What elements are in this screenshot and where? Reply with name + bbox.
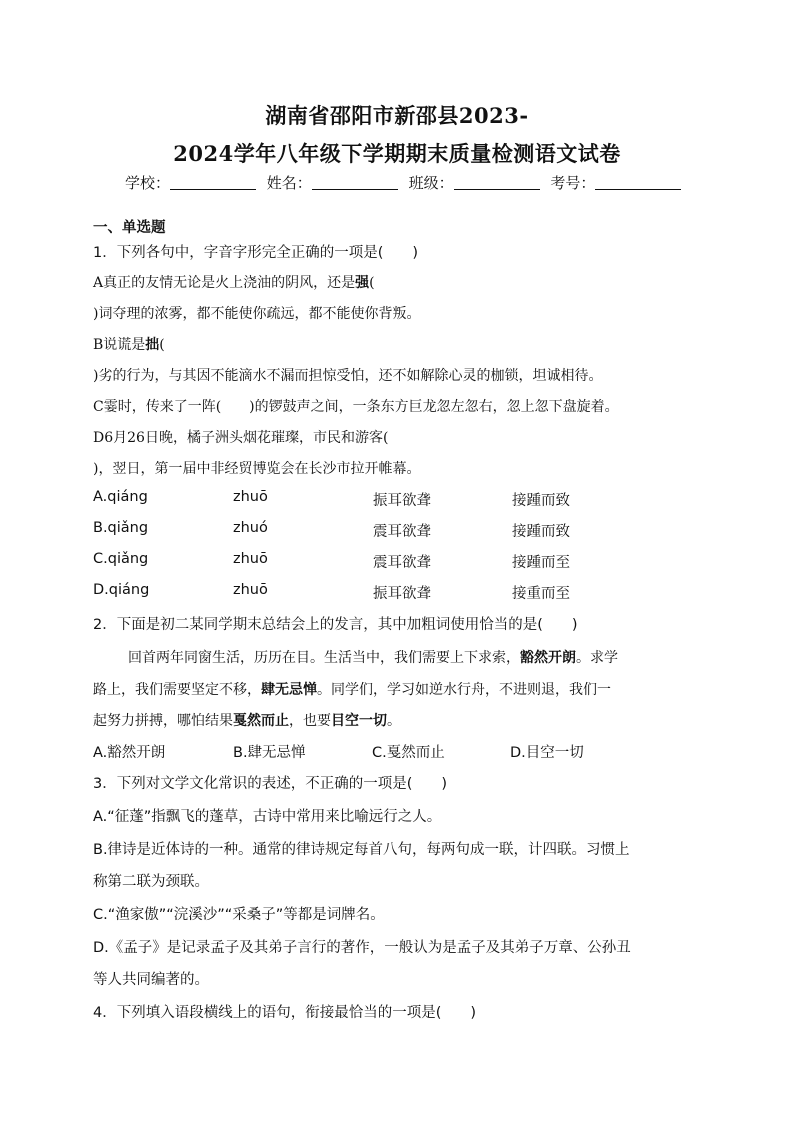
question-3-option-a[interactable]: A.“征蓬”指飘飞的蓬草，古诗中常用来比喻远行之人。 — [93, 809, 442, 825]
question-4-stem: 4．下列填入语段横线上的语句，衔接最恰当的一项是( ) — [93, 1005, 477, 1021]
option-word-2: 接踵而至 — [512, 555, 570, 571]
name-blank[interactable] — [312, 175, 398, 190]
student-info-fields — [125, 172, 685, 193]
option-pinyin-1: C.qiǎng — [93, 551, 149, 567]
question-1-option-c[interactable] — [93, 551, 713, 571]
option-word-1: 振耳欲聋 — [373, 493, 431, 509]
line-text: )，翌日，第一届中非经贸博览会在长沙市拉开帷幕。 — [93, 461, 421, 477]
option-word-1: 振耳欲聋 — [373, 586, 431, 602]
line-text: )词夺理的浓雾，都不能使你疏远，都不能使你背叛。 — [93, 306, 421, 322]
question-1-option-a[interactable] — [93, 489, 713, 509]
passage-text: 回首两年同窗生活，历历在目。生活当中，我们需要上下求索， — [128, 650, 520, 666]
question-2-option-c[interactable]: C.戛然而止 — [372, 745, 445, 761]
question-1-line-d2 — [93, 458, 713, 478]
question-3-option-b[interactable]: B.律诗是近体诗的一种。通常的律诗规定每首八句，每两句成一联，计四联。习惯上 — [93, 842, 630, 858]
class-label: 班级： — [408, 174, 454, 192]
question-2-passage-line-2 — [93, 679, 713, 699]
passage-text: 。同学们，学习如逆水行舟，不进则退，我们一 — [317, 682, 611, 698]
school-label: 学校： — [125, 174, 171, 192]
question-1-line-d1 — [93, 427, 713, 447]
question-1-line-b2 — [93, 365, 713, 385]
question-2-option-b[interactable]: B.肆无忌惮 — [233, 745, 306, 761]
line-text: ( — [369, 275, 375, 291]
passage-text: 路上，我们需要坚定不移， — [93, 682, 261, 698]
passage-text: 起努力拼搏，哪怕结果 — [93, 713, 233, 729]
line-text: D6月26日晚，橘子洲头烟花璀璨，市民和游客( — [93, 430, 389, 446]
exam-number-label: 考号： — [550, 174, 596, 192]
question-1-line-c — [93, 396, 713, 416]
option-pinyin-1: A.qiáng — [93, 489, 148, 505]
question-2-passage-line-1 — [128, 647, 713, 667]
question-2-option-d[interactable]: D.目空一切 — [510, 745, 584, 761]
question-3-stem: 3．下列对文学文化常识的表述，不正确的一项是( ) — [93, 776, 448, 792]
option-pinyin-2: zhuō — [233, 551, 268, 567]
option-pinyin-2: zhuō — [233, 489, 268, 505]
question-1-option-b[interactable] — [93, 520, 713, 540]
question-2-options — [93, 741, 713, 761]
bold-phrase-3: 戛然而止 — [233, 713, 289, 729]
option-word-2: 接踵而致 — [512, 493, 570, 509]
question-3-option-b-cont: 称第二联为颈联。 — [93, 874, 209, 890]
passage-text: 。 — [387, 713, 401, 729]
option-word-2: 接踵而致 — [512, 524, 570, 540]
bold-phrase-4: 目空一切 — [331, 713, 387, 729]
question-1-line-a1 — [93, 272, 713, 292]
bold-char: 拙 — [145, 337, 160, 353]
bold-phrase-1: 豁然开朗 — [520, 650, 576, 666]
line-text: B说谎是 — [93, 337, 146, 353]
question-1-line-b1 — [93, 334, 713, 354]
question-2-stem: 2．下面是初二某同学期末总结会上的发言，其中加粗词使用恰当的是( ) — [93, 617, 578, 633]
question-1-option-d[interactable] — [93, 582, 713, 602]
passage-text: ，也要 — [289, 713, 331, 729]
question-1-stem: 1．下列各句中，字音字形完全正确的一项是( ) — [93, 245, 419, 261]
question-2-passage-line-3 — [93, 710, 713, 730]
passage-text: 。求学 — [576, 650, 618, 666]
question-3-option-c[interactable]: C.“渔家傲”“浣溪沙”“采桑子”等都是词牌名。 — [93, 907, 385, 923]
line-text: A真正的友情无论是火上浇油的阴风，还是 — [93, 275, 356, 291]
bold-char: 强 — [355, 275, 370, 291]
question-3-option-d-cont: 等人共同编著的。 — [93, 972, 209, 988]
bold-phrase-2: 肆无忌惮 — [261, 682, 317, 698]
option-word-2: 接重而至 — [512, 586, 570, 602]
line-text: ( — [159, 337, 165, 353]
exam-number-blank[interactable] — [595, 175, 681, 190]
school-blank[interactable] — [170, 175, 256, 190]
exam-title-line2: 2024学年八年级下学期期末质量检测语文试卷 — [173, 141, 621, 166]
line-text: C霎时，传来了一阵( )的锣鼓声之间，一条东方巨龙忽左忽右，忽上忽下盘旋着。 — [93, 399, 619, 415]
exam-title-line1: 湖南省邵阳市新邵县2023- — [265, 103, 529, 128]
class-blank[interactable] — [454, 175, 540, 190]
question-1-line-a2 — [93, 303, 713, 323]
option-pinyin-1: D.qiáng — [93, 582, 150, 598]
name-label: 姓名： — [266, 174, 312, 192]
option-word-1: 震耳欲聋 — [373, 524, 431, 540]
line-text: )劣的行为，与其因不能滴水不漏而担惊受怕，还不如解除心灵的枷锁，坦诚相待。 — [93, 368, 603, 384]
option-pinyin-1: B.qiǎng — [93, 520, 149, 536]
option-pinyin-2: zhuó — [233, 520, 268, 536]
question-3-option-d[interactable]: D.《孟子》是记录孟子及其弟子言行的著作，一般认为是孟子及其弟子万章、公孙丑 — [93, 940, 631, 956]
option-word-1: 震耳欲聋 — [373, 555, 431, 571]
section-heading: 一、单选题 — [93, 220, 166, 236]
option-pinyin-2: zhuō — [233, 582, 268, 598]
question-2-option-a[interactable]: A.豁然开朗 — [93, 745, 166, 761]
